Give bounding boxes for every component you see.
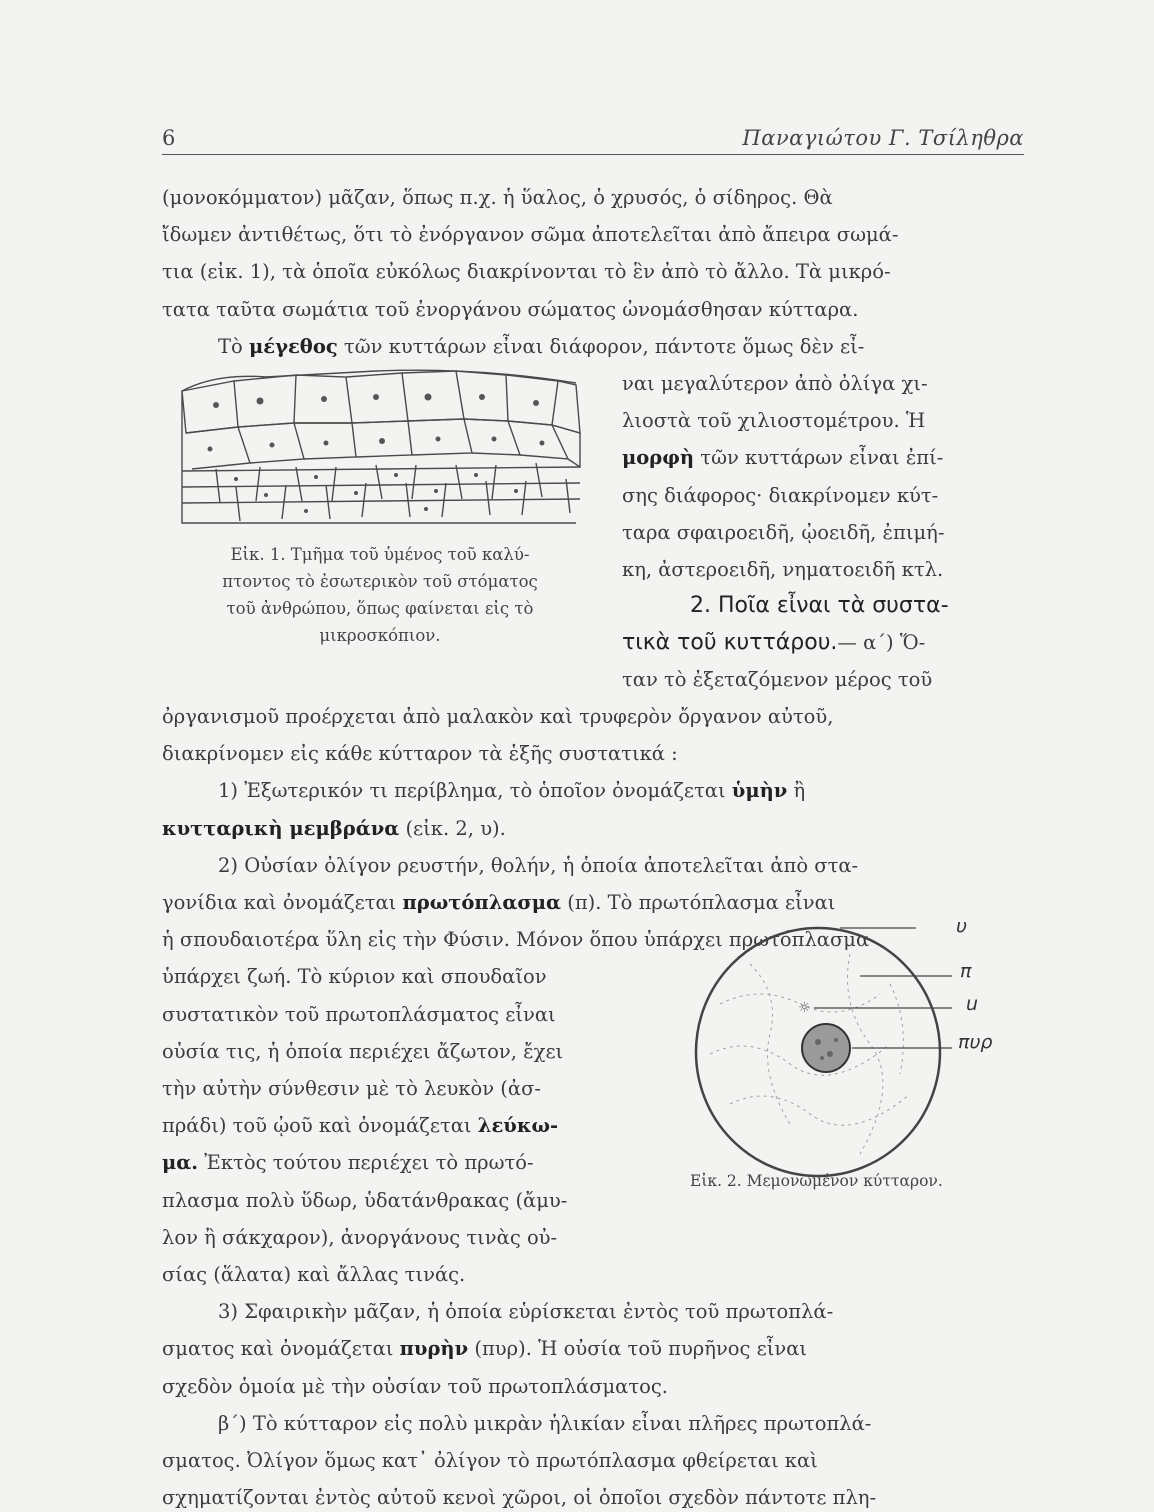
text-line: σματος. Ὀλίγον ὅμως κατ᾽ ὀλίγον τὸ πρωτόπλασμα φθείρεται καὶ — [162, 1448, 818, 1472]
running-header — [162, 118, 1024, 155]
section-heading: 2. Ποῖα εἶναι τὰ συστα- — [690, 593, 949, 619]
text-line: μα. Ἐκτὸς τούτου περιέχει τὸ πρωτό- — [162, 1151, 534, 1175]
text-line: κη, ἀστεροειδῆ, νηματοειδῆ κτλ. — [622, 558, 944, 581]
text-line: λον ἢ σάκχαρον), ἀνοργάνους τινὰς οὐ- — [162, 1225, 558, 1249]
svg-text:☼: ☼ — [798, 1000, 811, 1017]
text-line: τατα ταῦτα σωμάτια τοῦ ἐνοργάνου σώματος ὠνομάσθησαν κύτταρα. — [162, 297, 859, 321]
page-number: 6 — [162, 126, 176, 150]
text-line: 3) Σφαιρικὴν μᾶζαν, ἡ ὁποία εὑρίσκεται ἐντὸς τοῦ πρωτοπλά- — [218, 1300, 834, 1324]
label-u: u — [966, 992, 979, 1015]
term-size: μέγεθος — [248, 334, 338, 358]
text-line: πράδι) τοῦ ᾠοῦ καὶ ὀνομάζεται λεύκω- — [162, 1114, 559, 1138]
section-heading: τικὰ τοῦ κυττάρου.— α΄) Ὅ- — [622, 629, 926, 655]
text-line: 2) Οὐσίαν ὀλίγον ρευστήν, θολήν, ἡ ὁποία ἀποτελεῖται ἀπὸ στα- — [218, 853, 859, 877]
term-cell-membrane: κυτταρικὴ μεμβράνα — [162, 816, 400, 840]
text-line: λιοστὰ τοῦ χιλιοστομέτρου. Ἡ — [622, 409, 926, 433]
text-line: σχηματίζονται ἐντὸς αὐτοῦ κενοὶ χῶροι, οἱ ὁποῖοι σχεδὸν πάντοτε πλη- — [162, 1486, 877, 1510]
text-line: σχεδὸν ὁμοία μὲ τὴν οὐσίαν τοῦ πρωτοπλάσματος. — [162, 1374, 668, 1398]
text-line: σίας (ἅλατα) καὶ ἄλλας τινάς. — [162, 1262, 466, 1286]
text-line: συστατικὸν τοῦ πρωτοπλάσματος εἶναι — [162, 1002, 556, 1026]
term-albumin: λεύκω- — [477, 1114, 559, 1138]
label-membrane: υ — [956, 914, 967, 937]
figure-2-caption: Εἰκ. 2. Μεμονωμένον κύτταρον. — [690, 1172, 943, 1191]
text-line: 1) Ἐξωτερικόν τι περίβλημα, τὸ ὁποῖον ὀνομάζεται ὑμὴν ἢ — [218, 779, 806, 803]
text-line: γονίδια καὶ ὀνομάζεται πρωτόπλασμα (π). Τὸ πρωτόπλασμα εἶναι — [162, 890, 836, 914]
text-line: πλασμα πολὺ ὕδωρ, ὑδατάνθρακας (ἄμυ- — [162, 1188, 568, 1212]
text-line: β΄) Τὸ κύτταρον εἰς πολὺ μικρὰν ἡλικίαν εἶναι πλῆρες πρωτοπλά- — [218, 1411, 872, 1435]
text-line: Τὸ μέγεθος τῶν κυττάρων εἶναι διάφορον, πάντοτε ὅμως δὲν εἶ- — [218, 334, 865, 358]
term-membrane: ὑμὴν — [731, 779, 788, 803]
text-line: ταρα σφαιροειδῆ, ᾠοειδῆ, ἐπιμή- — [622, 520, 945, 544]
text-line: ταν τὸ ἐξεταζόμενον μέρος τοῦ — [622, 667, 933, 691]
text-line: ναι μεγαλύτερον ἀπὸ ὀλίγα χι- — [622, 372, 928, 395]
term-protoplasm: πρωτόπλασμα — [402, 890, 562, 914]
text-line: μορφὴ τῶν κυττάρων εἶναι ἐπί- — [622, 446, 944, 470]
term-shape: μορφὴ — [622, 446, 695, 470]
figure-2-cell-illustration — [690, 924, 960, 1184]
text-line: (μονοκόμματον) μᾶζαν, ὅπως π.χ. ἡ ὕαλος, ὁ χρυσός, ὁ σίδηρος. Θὰ — [162, 186, 833, 209]
text-line: ὀργανισμοῦ προέρχεται ἀπὸ μαλακὸν καὶ τρυφερὸν ὄργανον αὐτοῦ, — [162, 704, 834, 728]
text-line: κυτταρικὴ μεμβράνα (εἰκ. 2, υ). — [162, 816, 506, 840]
figure-1-caption: Εἰκ. 1. Τμῆμα τοῦ ὑμένος τοῦ καλύ- πτοντος τὸ ἐσωτερικὸν τοῦ στόματος τοῦ ἀνθρώπου, ὅπως φαίνεται εἰς τὸ μικροσκόπιον. — [222, 544, 538, 645]
figure-1-epithelium-illustration — [176, 363, 594, 531]
text-line: τια (εἰκ. 1), τὰ ὁποῖα εὐκόλως διακρίνονται τὸ ἓν ἀπὸ τὸ ἄλλο. Τὰ μικρό- — [162, 260, 891, 284]
text-line: τὴν αὐτὴν σύνθεσιν μὲ τὸ λευκὸν (ἀσ- — [162, 1076, 541, 1100]
text-line: διακρίνομεν εἰς κάθε κύτταρον τὰ ἑξῆς συστατικά : — [162, 742, 678, 766]
text-line: οὐσία τις, ἡ ὁποία περιέχει ἄζωτον, ἔχει — [162, 1039, 564, 1063]
text-line: ἴδωμεν ἀντιθέτως, ὅτι τὸ ἐνόργανον σῶμα ἀποτελεῖται ἀπὸ ἄπειρα σωμά- — [162, 223, 899, 247]
text-line: σης διάφορος· διακρίνομεν κύτ- — [622, 483, 939, 507]
text-line: ὑπάρχει ζωή. Τὸ κύριον καὶ σπουδαῖον — [162, 965, 547, 989]
running-head-author: Παναγιώτου Γ. Τσίληθρα — [742, 126, 1024, 150]
label-nucleus: πυρ — [958, 1031, 993, 1053]
text-line: ἡ σπουδαιοτέρα ὕλη εἰς τὴν Φύσιν. Μόνον ὅπου ὑπάρχει πρωτόπλασμα — [162, 928, 870, 952]
label-protoplasm: π — [960, 960, 972, 983]
text-line: σματος καὶ ὀνομάζεται πυρὴν (πυρ). Ἡ οὐσία τοῦ πυρῆνος εἶναι — [162, 1337, 808, 1361]
term-nucleus: πυρὴν — [399, 1337, 469, 1361]
